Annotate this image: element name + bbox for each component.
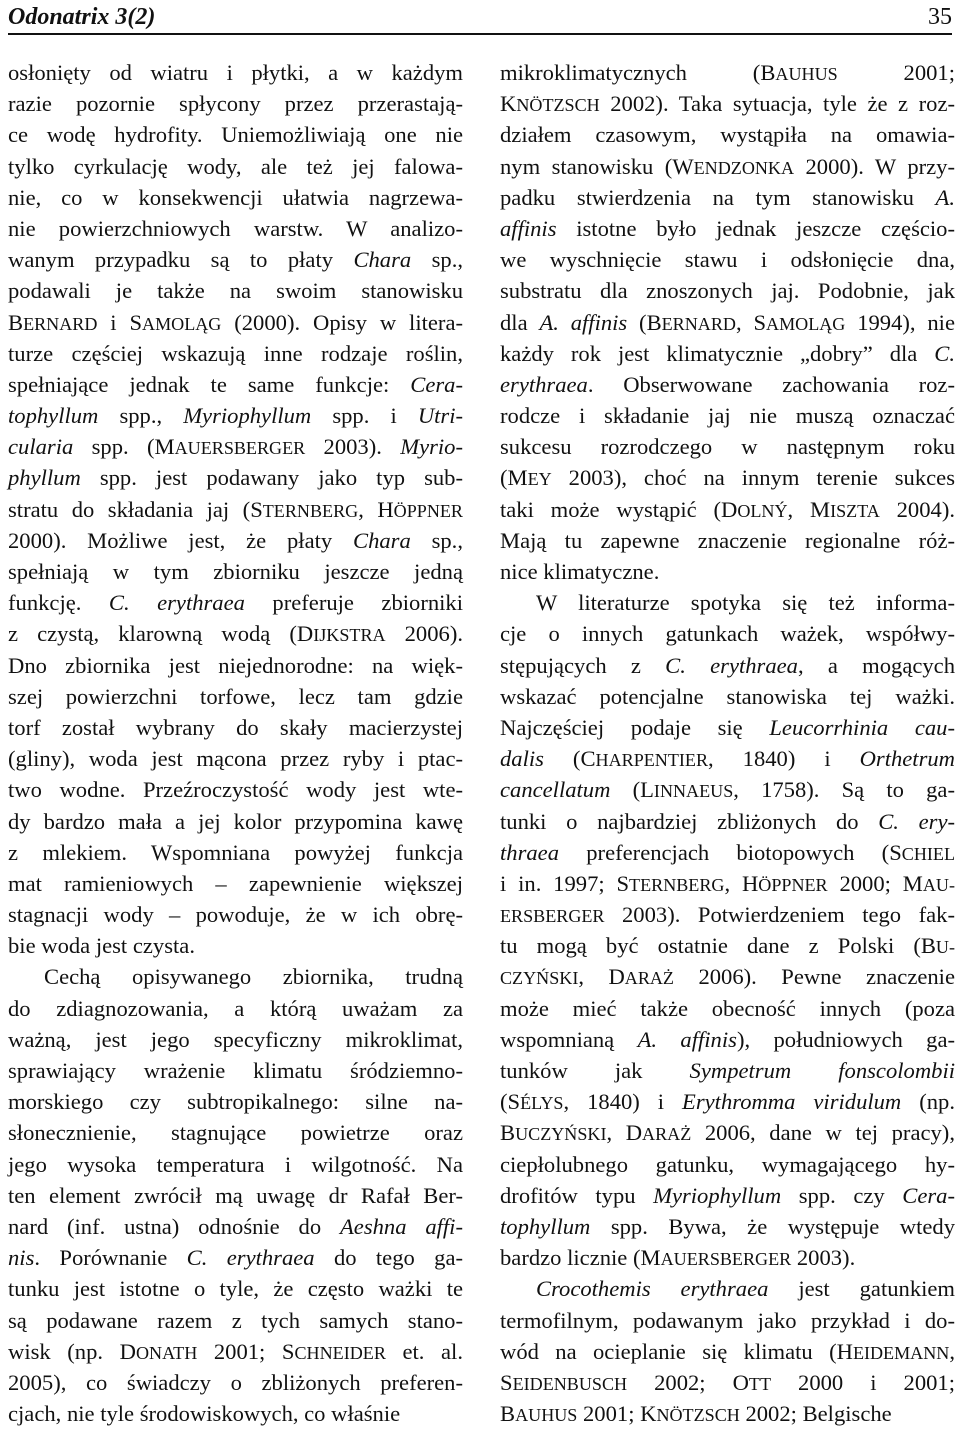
text-line: i in. 1997; STERNBERG, HÖPPNER 2000; MAU- bbox=[500, 870, 955, 896]
text-line: są podawane razem z tych samych stano- bbox=[8, 1307, 463, 1333]
text-line: taki może wystąpić (DOLNÝ, MISZTA 2004). bbox=[500, 496, 955, 522]
text-line: bardzo licznie (MAUERSBERGER 2003). bbox=[500, 1245, 856, 1271]
text-line: tunku jest istotne o tyle, że często ważki te bbox=[8, 1276, 463, 1302]
left-column bbox=[8, 57, 463, 1429]
text-line: może mieć także obecność innych (poza bbox=[500, 995, 955, 1021]
page-number: 35 bbox=[928, 4, 952, 30]
text-line: wisk (np. DONATH 2001; SCHNEIDER et. al. bbox=[8, 1338, 463, 1364]
paragraph bbox=[8, 57, 463, 961]
text-line: nard (inf. ustna) odnośnie do Aeshna affi- bbox=[8, 1213, 463, 1239]
text-line: sprawiający wrażenie klimatu śródziemno- bbox=[8, 1058, 463, 1083]
text-line: 2000). Możliwe jest, że płaty Chara sp., bbox=[8, 527, 463, 553]
text-line: stagnacji wody – powoduje, że w ich obrę- bbox=[8, 902, 463, 928]
text-line: wanym przypadku są to płaty Chara sp., bbox=[8, 247, 463, 273]
text-line: jego wysoka temperatura i wilgotność. Na bbox=[8, 1151, 463, 1177]
text-line: substratu dla znoszonych jaj. Podobnie, jak bbox=[500, 278, 955, 304]
text-line: szej powierzchni torfowe, lecz tam gdzie bbox=[8, 683, 463, 709]
text-line: każdy rok jest klimatycznie „dobry” dla C. bbox=[500, 340, 955, 366]
text-line: turze częściej wskazują inne rodzaje roślin, bbox=[8, 340, 463, 366]
text-line: wspomnianą A. affinis), południowych ga- bbox=[500, 1026, 956, 1052]
text-line: rodcze i składanie jaj nie muszą oznaczać bbox=[500, 403, 955, 429]
text-line: tophyllum spp., Myriophyllum spp. i Utri- bbox=[8, 403, 463, 429]
text-line: stępujących z C. erythraea, a mogących bbox=[500, 652, 955, 678]
text-line: cancellatum (LINNAEUS, 1758). Są to ga- bbox=[500, 777, 955, 803]
text-line: mat ramieniowych – zapewnienie większej bbox=[8, 870, 463, 896]
journal-title: Odonatrix 3(2) bbox=[8, 4, 156, 30]
text-line: morskiego czy subtropikalnego: silne na- bbox=[8, 1089, 463, 1115]
text-line: tunków jak Sympetrum fonscolombii bbox=[500, 1058, 956, 1083]
text-line: Mają tu zapewne znaczenie regionalne róż- bbox=[500, 527, 955, 553]
text-line: tu mogą być ostatnie dane z Polski (BU- bbox=[500, 933, 955, 959]
text-line: (gliny), woda jest mącona przez ryby i ptac- bbox=[8, 746, 463, 772]
text-line: thraea preferencjach biotopowych (SCHIEL bbox=[500, 839, 955, 865]
text-line: funkcję. C. erythraea preferuje zbiorniki bbox=[8, 590, 463, 616]
text-line: padku stwierdzenia na tym stanowisku A. bbox=[500, 184, 955, 210]
paragraph bbox=[8, 961, 463, 1429]
text-line: razie pozornie spłycony przez przerastają- bbox=[8, 91, 463, 117]
text-line: działem czasowym, wystąpiła na omawia- bbox=[500, 122, 955, 148]
text-line: podawali je także na swoim stanowisku bbox=[8, 278, 463, 304]
text-line: Dno zbiornika jest niejednorodne: na więk- bbox=[8, 652, 463, 678]
text-line: z czystą, klarowną wodą (DIJKSTRA 2006). bbox=[8, 621, 463, 647]
text-line: do zdiagnozowania, a którą uważam za bbox=[8, 995, 463, 1021]
text-line: tophyllum spp. Bywa, że występuje wtedy bbox=[500, 1213, 955, 1239]
text-line: nie, co w konsekwencji ułatwia nagrzewa- bbox=[8, 184, 463, 210]
text-line: Najczęściej podaje się Leucorrhinia cau- bbox=[500, 714, 955, 740]
text-line: dalis (CHARPENTIER, 1840) i Orthetrum bbox=[500, 746, 955, 772]
text-line: KNÖTZSCH 2002). Taka sytuacja, tyle że z roz- bbox=[500, 91, 955, 117]
text-line: osłonięty od wiatru i płytki, a w każdym bbox=[8, 60, 463, 85]
text-line: sukcesu rozrodczego w następnym roku bbox=[500, 434, 955, 460]
text-line: mikroklimatycznych (BAUHUS 2001; bbox=[500, 60, 955, 85]
text-line: tylko cyrkulację wody, ale też jej falowa- bbox=[8, 153, 463, 179]
text-line: ten element zwrócił mą uwagę dr Rafał Ber- bbox=[8, 1182, 463, 1208]
text-line: we wyschnięcie stawu i odsłonięcie dna, bbox=[500, 247, 955, 273]
paragraph bbox=[500, 57, 955, 587]
text-line: torf został wybrany do skały macierzystej bbox=[8, 714, 463, 740]
text-line: ciepłolubnego gatunku, wymagającego hy- bbox=[500, 1151, 955, 1177]
text-line: dla A. affinis (BERNARD, SAMOLĄG 1994), nie bbox=[500, 309, 955, 335]
paragraph bbox=[500, 1273, 955, 1429]
text-line: nice klimatyczne. bbox=[500, 559, 660, 584]
text-line: ERSBERGER 2003). Potwierdzeniem tego fak- bbox=[500, 902, 955, 928]
text-line: two wodne. Przeźroczystość wody jest wte- bbox=[8, 777, 463, 803]
running-header bbox=[8, 4, 952, 30]
text-line: affinis istotne było jednak jeszcze częścio- bbox=[500, 215, 955, 241]
text-line: SEIDENBUSCH 2002; OTT 2000 i 2001; bbox=[500, 1369, 955, 1395]
text-line: stratu do składania jaj (STERNBERG, HÖPPNER bbox=[8, 496, 463, 522]
text-line: erythraea. Obserwowane zachowania roz- bbox=[500, 371, 955, 397]
text-line: nie powierzchniowych warstw. W analizo- bbox=[8, 215, 463, 241]
text-line: phyllum spp. jest podawany jako typ sub- bbox=[8, 465, 463, 491]
text-line: nym stanowisku (WENDZONKA 2000). W przy- bbox=[500, 153, 955, 179]
text-line: CZYŃSKI, DARAŻ 2006). Pewne znaczenie bbox=[500, 964, 955, 990]
text-line: cjach, nie tyle środowiskowych, co właśnie bbox=[8, 1401, 401, 1427]
text-line: dy bardzo mała a jej kolor przypomina kawę bbox=[8, 808, 463, 834]
text-line: cularia spp. (MAUERSBERGER 2003). Myrio- bbox=[8, 434, 463, 460]
header-rule bbox=[8, 33, 952, 35]
text-line: bie woda jest czysta. bbox=[8, 933, 195, 959]
text-line: wód na ocieplanie się klimatu (HEIDEMANN, bbox=[500, 1338, 955, 1364]
text-line: termofilnym, podawanym jako przykład i do- bbox=[500, 1307, 955, 1333]
text-line: Crocothemis erythraea jest gatunkiem bbox=[536, 1276, 956, 1302]
paragraph bbox=[500, 587, 955, 1273]
text-line: ważną, jest jego specyficzny mikroklimat, bbox=[8, 1026, 463, 1052]
text-line: W literaturze spotyka się też informa- bbox=[536, 590, 955, 616]
text-line: z mlekiem. Wspomniana powyżej funkcja bbox=[8, 839, 463, 865]
text-line: spełniające jednak te same funkcje: Cera- bbox=[8, 371, 463, 397]
text-line: BAUHUS 2001; KNÖTZSCH 2002; Belgische bbox=[500, 1401, 892, 1427]
right-column bbox=[500, 57, 955, 1429]
text-line: słonecznienie, stagnujące powietrze oraz bbox=[8, 1120, 463, 1146]
text-line: wskazać potencjalne stanowiska tej ważki. bbox=[500, 683, 955, 709]
text-line: nis. Porównanie C. erythraea do tego ga- bbox=[8, 1245, 463, 1271]
text-line: spełniają w tym zbiorniku jeszcze jedną bbox=[8, 559, 463, 584]
text-line: BERNARD i SAMOLĄG (2000). Opisy w litera- bbox=[8, 309, 463, 335]
text-line: (SÉLYS, 1840) i Erythromma viridulum (np. bbox=[500, 1089, 956, 1115]
text-line: tunki o najbardziej zbliżonych do C. ery- bbox=[500, 808, 955, 834]
text-line: 2005), co świadczy o zbliżonych preferen- bbox=[8, 1369, 463, 1395]
text-line: drofitów typu Myriophyllum spp. czy Cera- bbox=[500, 1182, 955, 1208]
text-line: cje o innych gatunkach ważek, współwy- bbox=[500, 621, 955, 647]
text-line: BUCZYŃSKI, DARAŻ 2006, dane w tej pracy), bbox=[500, 1120, 955, 1146]
text-line: (MEY 2003), choć na innym terenie sukces bbox=[500, 465, 955, 491]
text-line: ce wodę hydrofity. Uniemożliwiają one nie bbox=[8, 122, 463, 148]
text-line: Cechą opisywanego zbiornika, trudną bbox=[44, 964, 463, 990]
